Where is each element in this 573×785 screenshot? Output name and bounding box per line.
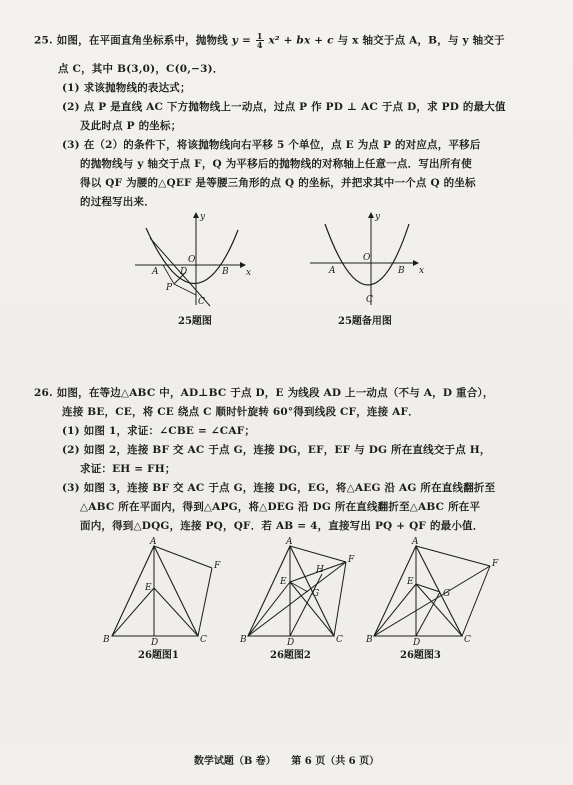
label-x: x (419, 266, 425, 276)
q25-fig2-caption: 25题备用图 (338, 316, 392, 327)
q26-figure2 (240, 537, 370, 648)
q26-figure1 (100, 537, 225, 648)
q25-stem-a: 如图，在平面直角坐标系中，抛物线 (56, 34, 228, 47)
label-g: G (443, 589, 451, 599)
q26-fig2-caption: 26题图2 (270, 650, 311, 661)
label-f: F (348, 555, 355, 565)
q25-part3-l2: 的抛物线与 y 轴交于点 F，Q 为平移后的抛物线的对称轴上任意一点．写出所有使 (80, 158, 472, 170)
q25-frac-den: 4 (256, 40, 263, 50)
footer-page-number: 第 6 页（共 6 页） (291, 756, 380, 767)
q26-part3-l2: △ABC 所在平面内，得到△APG，将△DEG 沿 DG 所在直线翻折至△ABC 所在平 (80, 501, 481, 513)
q25-part2-l1: (2) 点 P 是直线 AC 下方抛物线上一动点，过点 P 作 PD ⊥ AC 于点 D，求 PD 的最大值 (62, 101, 506, 113)
q26-stem-l2: 连接 BE，CE，将 CE 绕点 C 顺时针旋转 60°得到线段 CF，连接 AF． (62, 406, 419, 418)
q25-line1 (34, 32, 505, 49)
label-c: C (336, 635, 343, 645)
label-e: E (145, 583, 152, 593)
label-b: B (222, 267, 229, 277)
line-cf (198, 568, 212, 636)
q26-stem-l1: 如图，在等边△ABC 中，AD⊥BC 于点 D，E 为线段 AD 上一动点（不与 A，D 重合）， (56, 387, 494, 399)
label-h: H (316, 565, 324, 575)
label-a: A (152, 267, 159, 277)
q25-eq-y: y = (231, 34, 251, 47)
line-ce (154, 588, 198, 636)
q25-eq-rest: x² + bx + c (268, 34, 334, 47)
line-af (290, 546, 346, 562)
q26-fig3-caption: 26题图3 (400, 650, 441, 661)
label-a: A (286, 537, 293, 547)
label-b: B (398, 266, 405, 276)
label-x: x (246, 268, 252, 278)
label-f: F (492, 559, 499, 569)
label-e: E (407, 577, 414, 587)
y-axis-arrow-icon (368, 212, 374, 218)
q25-number: 25. (34, 34, 53, 47)
label-d: D (151, 638, 159, 648)
label-o: O (188, 255, 196, 265)
q25-fraction (256, 32, 264, 49)
q25-part2-l2: 及此时点 P 的坐标； (80, 120, 182, 132)
label-p: P (166, 283, 173, 293)
q26-part2-l1: (2) 如图 2，连接 BF 交 AC 于点 G，连接 DG，EF，EF 与 DG 所在直线交于点 H， (62, 444, 491, 456)
q26-line1 (34, 386, 494, 400)
line-be (112, 588, 154, 636)
line-dg (416, 592, 440, 636)
q25-line2: 点 C，其中 B(3,0)，C(0,−3)． (58, 63, 224, 75)
q25-frac-num: 1 (256, 31, 263, 41)
label-g: G (312, 589, 320, 599)
q26-figure3 (366, 537, 500, 648)
q25-fig1-caption: 25题图 (178, 316, 212, 327)
label-d: D (180, 267, 188, 277)
footer-subject: 数学试题（B 卷） (193, 756, 276, 767)
q25-spare-figure (305, 210, 430, 310)
label-c: C (200, 635, 207, 645)
label-a: A (150, 537, 157, 547)
label-a: A (329, 266, 336, 276)
label-a: A (412, 537, 419, 547)
label-y: y (200, 212, 206, 222)
page-footer (0, 752, 573, 767)
label-o: O (363, 253, 371, 263)
label-b: B (240, 635, 247, 645)
q26-fig1-caption: 26题图1 (138, 650, 179, 661)
label-b: B (366, 635, 373, 645)
q26-part2-l2: 求证：EH = FH； (80, 463, 176, 475)
label-d: D (287, 638, 295, 648)
line-cf (334, 562, 346, 636)
q26-part3-l3: 面内，得到△DQG，连接 PQ，QF．若 AB = 4，直接写出 PQ + QF 的最小值． (80, 520, 484, 532)
line-af (416, 546, 490, 566)
label-c: C (464, 635, 471, 645)
q26-number: 26. (34, 387, 53, 399)
label-c: C (366, 295, 373, 305)
line-eg (290, 582, 308, 592)
y-axis-arrow-icon (193, 212, 199, 218)
label-e: E (280, 577, 287, 587)
q25-stem-b: 与 x 轴交于点 A，B，与 y 轴交于 (337, 34, 505, 47)
q25-part3-l3: 得以 QF 为腰的△QEF 是等腰三角形的点 Q 的坐标，并把求其中一个点 Q 的坐标 (80, 177, 476, 189)
label-f: F (214, 561, 221, 571)
label-b: B (103, 635, 110, 645)
q26-part1: (1) 如图 1，求证：∠CBE = ∠CAF； (62, 425, 256, 437)
q25-part3-l1: (3) 在（2）的条件下，将该抛物线向右平移 5 个单位，点 E 为点 P 的对应点，平移后 (62, 139, 481, 151)
line-cf (462, 566, 490, 636)
label-c: C (198, 297, 205, 307)
q25-part1: (1) 求该抛物线的表达式； (62, 82, 191, 94)
q26-part3-l1: (3) 如图 3，连接 BF 交 AC 于点 G，连接 DG，EG，将△AEG 沿 AG 所在直线翻折至 (62, 482, 496, 494)
label-y: y (375, 212, 381, 222)
triangle-abc (248, 546, 334, 636)
label-d: D (413, 638, 421, 648)
line-dg (290, 574, 322, 636)
q25-figure (130, 210, 255, 310)
line-bf (248, 562, 346, 636)
q25-part3-l4: 的过程写出来． (80, 196, 155, 208)
